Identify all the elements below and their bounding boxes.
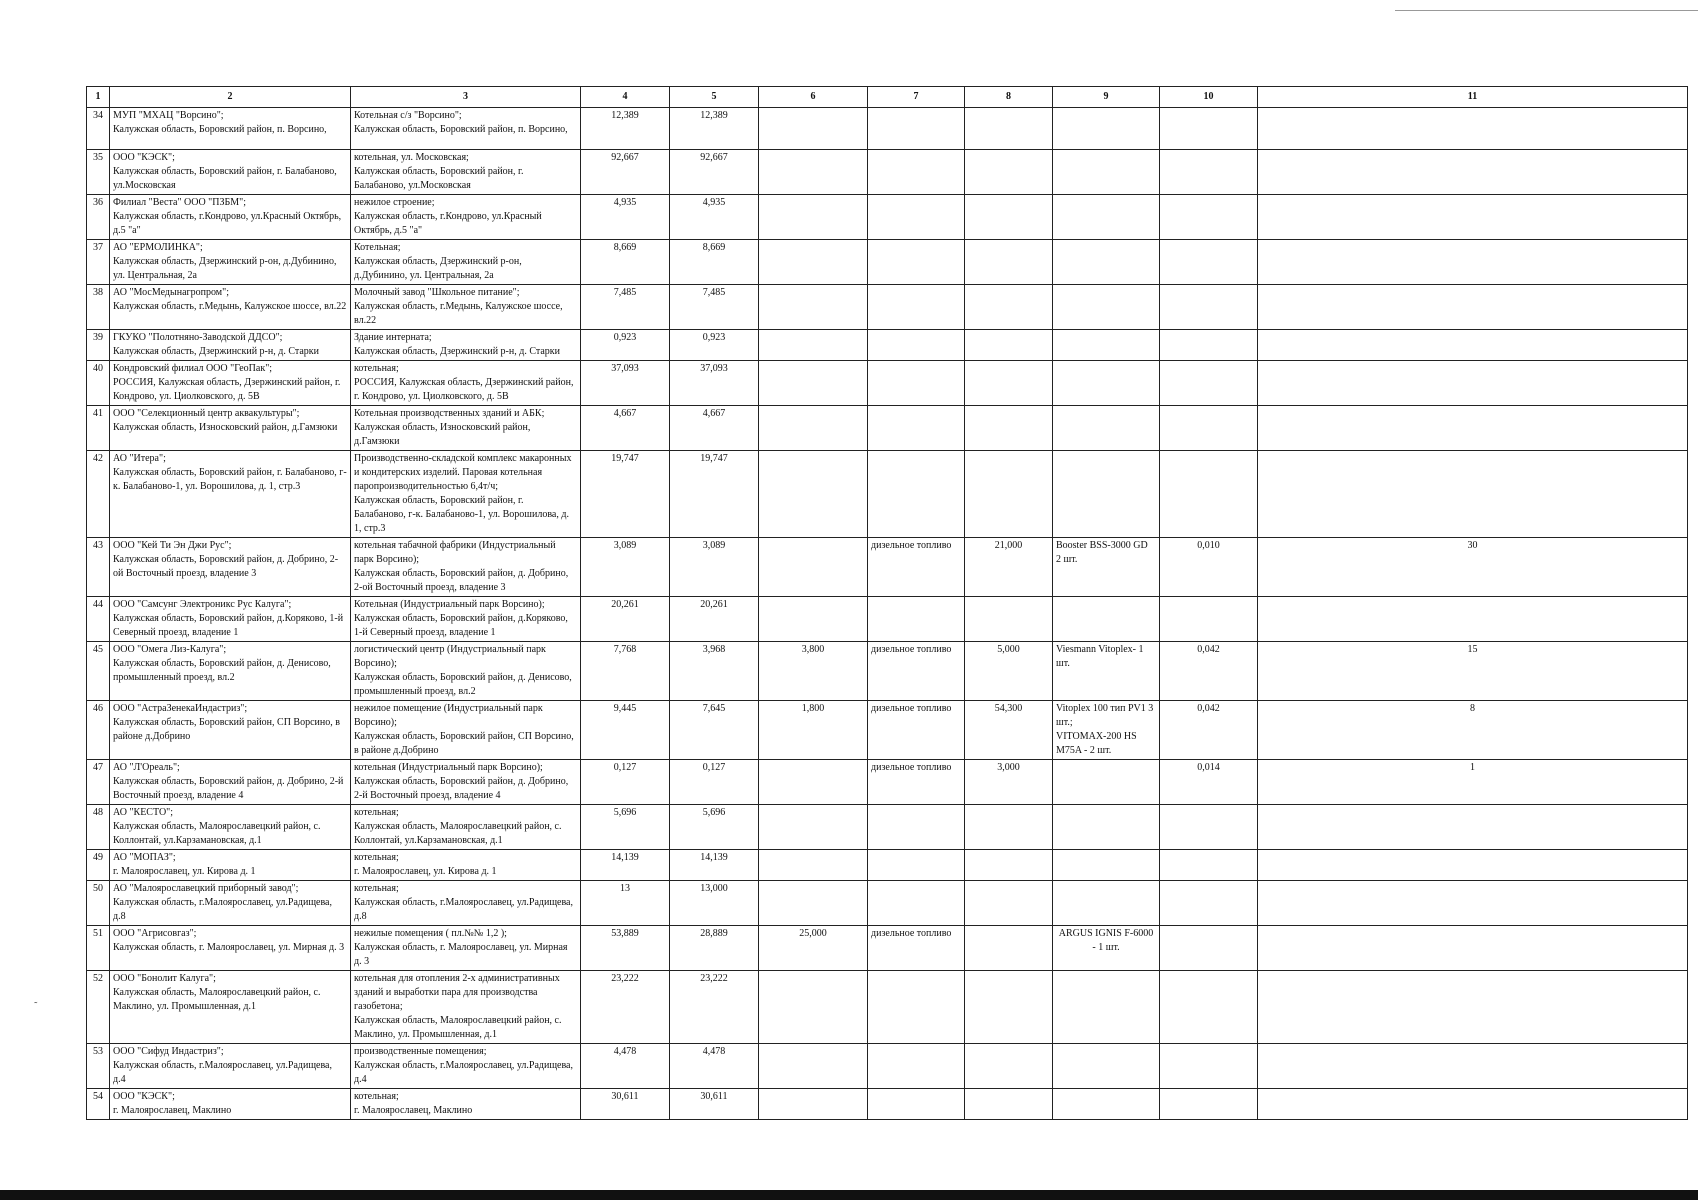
col6-cell xyxy=(759,597,868,642)
col7-cell xyxy=(868,150,965,195)
col5-cell: 4,667 xyxy=(670,406,759,451)
col7-cell xyxy=(868,361,965,406)
col11-cell: 8 xyxy=(1258,701,1688,760)
scan-bottom-edge xyxy=(0,1190,1698,1200)
table-row xyxy=(87,971,1688,1044)
col11-cell xyxy=(1258,971,1688,1044)
col8-cell xyxy=(965,195,1053,240)
col9-cell xyxy=(1053,760,1160,805)
col7-cell xyxy=(868,108,965,150)
column-header: 1 xyxy=(87,87,110,108)
col10-cell xyxy=(1160,881,1258,926)
col4-cell: 53,889 xyxy=(581,926,670,971)
table-row xyxy=(87,150,1688,195)
register-table xyxy=(86,86,1688,1120)
col7-cell xyxy=(868,330,965,361)
owner-cell: ООО "КЭСК"; Калужская область, Боровский район, г. Балабаново, ул.Московская xyxy=(110,150,351,195)
col7-cell xyxy=(868,971,965,1044)
col10-cell xyxy=(1160,240,1258,285)
row-number: 54 xyxy=(87,1089,110,1120)
column-header: 4 xyxy=(581,87,670,108)
col7-cell xyxy=(868,850,965,881)
col11-cell xyxy=(1258,805,1688,850)
row-number: 35 xyxy=(87,150,110,195)
col4-cell: 4,478 xyxy=(581,1044,670,1089)
column-header: 6 xyxy=(759,87,868,108)
row-number: 49 xyxy=(87,850,110,881)
row-number: 41 xyxy=(87,406,110,451)
col4-cell: 30,611 xyxy=(581,1089,670,1120)
col7-cell xyxy=(868,451,965,538)
col8-cell xyxy=(965,406,1053,451)
row-number: 48 xyxy=(87,805,110,850)
col8-cell: 54,300 xyxy=(965,701,1053,760)
col10-cell xyxy=(1160,451,1258,538)
table-header-row xyxy=(87,87,1688,108)
col9-cell xyxy=(1053,850,1160,881)
owner-cell: АО "Малоярославецкий приборный завод"; Калужская область, г.Малоярославец, ул.Радищева, д.8 xyxy=(110,881,351,926)
col4-cell: 4,667 xyxy=(581,406,670,451)
col5-cell: 3,089 xyxy=(670,538,759,597)
col6-cell xyxy=(759,285,868,330)
col6-cell: 1,800 xyxy=(759,701,868,760)
col5-cell: 3,968 xyxy=(670,642,759,701)
col9-cell xyxy=(1053,330,1160,361)
col8-cell xyxy=(965,451,1053,538)
col6-cell xyxy=(759,108,868,150)
object-cell: нежилые помещения ( пл.№№ 1,2 ); Калужская область, г. Малоярославец, ул. Мирная д. 3 xyxy=(351,926,581,971)
col7-cell xyxy=(868,805,965,850)
table-row xyxy=(87,850,1688,881)
col7-cell xyxy=(868,597,965,642)
col10-cell: 0,042 xyxy=(1160,642,1258,701)
col10-cell xyxy=(1160,1044,1258,1089)
column-header: 2 xyxy=(110,87,351,108)
owner-cell: ООО "Селекционный центр аквакультуры"; Калужская область, Износковский район, д.Гамзюки xyxy=(110,406,351,451)
col11-cell xyxy=(1258,330,1688,361)
col10-cell: 0,042 xyxy=(1160,701,1258,760)
owner-cell: ООО "КЭСК"; г. Малоярославец, Маклино xyxy=(110,1089,351,1120)
object-cell: нежилое помещение (Индустриальный парк Ворсино); Калужская область, Боровский район, СП Ворсино, в районе д.Добрино xyxy=(351,701,581,760)
col4-cell: 19,747 xyxy=(581,451,670,538)
table-row xyxy=(87,406,1688,451)
row-number: 52 xyxy=(87,971,110,1044)
table-row xyxy=(87,451,1688,538)
col10-cell xyxy=(1160,330,1258,361)
col4-cell: 0,127 xyxy=(581,760,670,805)
col8-cell xyxy=(965,805,1053,850)
column-header: 9 xyxy=(1053,87,1160,108)
col5-cell: 92,667 xyxy=(670,150,759,195)
owner-cell: АО "КЕСТО"; Калужская область, Малоярославецкий район, с. Коллонтай, ул.Карзамановская, д.1 xyxy=(110,805,351,850)
object-cell: котельная для отопления 2-х административных зданий и выработки пара для производства газобетона; Калужская область, Малоярославецкий район, с. Маклино, ул. Промышленная, д.1 xyxy=(351,971,581,1044)
col5-cell: 0,923 xyxy=(670,330,759,361)
col10-cell xyxy=(1160,285,1258,330)
col4-cell: 4,935 xyxy=(581,195,670,240)
col10-cell xyxy=(1160,195,1258,240)
col4-cell: 8,669 xyxy=(581,240,670,285)
col6-cell xyxy=(759,451,868,538)
col5-cell: 4,935 xyxy=(670,195,759,240)
object-cell: Котельная; Калужская область, Дзержинский р-он, д.Дубинино, ул. Центральная, 2а xyxy=(351,240,581,285)
col11-cell xyxy=(1258,1089,1688,1120)
row-number: 51 xyxy=(87,926,110,971)
object-cell: котельная, ул. Московская; Калужская область, Боровский район, г. Балабаново, ул.Московская xyxy=(351,150,581,195)
object-cell: котельная; г. Малоярославец, Маклино xyxy=(351,1089,581,1120)
col11-cell xyxy=(1258,150,1688,195)
col7-cell xyxy=(868,1044,965,1089)
owner-cell: Кондровский филиал ООО "ГеоПак"; РОССИЯ, Калужская область, Дзержинский район, г. Кондрово, ул. Циолковского, д. 5В xyxy=(110,361,351,406)
column-header: 8 xyxy=(965,87,1053,108)
owner-cell: ГКУКО "Полотняно-Заводской ДДСО"; Калужская область, Дзержинский р-н, д. Старки xyxy=(110,330,351,361)
col11-cell xyxy=(1258,406,1688,451)
col6-cell xyxy=(759,760,868,805)
col8-cell: 5,000 xyxy=(965,642,1053,701)
col4-cell: 9,445 xyxy=(581,701,670,760)
col6-cell xyxy=(759,1089,868,1120)
table-row xyxy=(87,701,1688,760)
table-row xyxy=(87,538,1688,597)
col11-cell xyxy=(1258,285,1688,330)
row-number: 50 xyxy=(87,881,110,926)
owner-cell: Филиал "Веста" ООО "ПЗБМ"; Калужская область, г.Кондрово, ул.Красный Октябрь, д.5 "а" xyxy=(110,195,351,240)
col5-cell: 4,478 xyxy=(670,1044,759,1089)
owner-cell: ООО "Сифуд Индастриз"; Калужская область, г.Малоярославец, ул.Радищева, д.4 xyxy=(110,1044,351,1089)
col8-cell xyxy=(965,361,1053,406)
col5-cell: 30,611 xyxy=(670,1089,759,1120)
col11-cell xyxy=(1258,597,1688,642)
object-cell: Производственно-складской комплекс макаронных и кондитерских изделий. Паровая котельная паропроизводительностью 6,4т/ч; Калужская область, Боровский район, г. Балабаново, г-к. Балабаново-1, ул. Ворошилова, д. 1, стр.3 xyxy=(351,451,581,538)
table-row xyxy=(87,805,1688,850)
table-row xyxy=(87,361,1688,406)
table-row xyxy=(87,240,1688,285)
col4-cell: 92,667 xyxy=(581,150,670,195)
col11-cell xyxy=(1258,195,1688,240)
col4-cell: 3,089 xyxy=(581,538,670,597)
owner-cell: АО "Л'Ореаль"; Калужская область, Боровский район, д. Добрино, 2-й Восточный проезд, владение 4 xyxy=(110,760,351,805)
col4-cell: 20,261 xyxy=(581,597,670,642)
object-cell: Молочный завод "Школьное питание"; Калужская область, г.Медынь, Калужское шоссе, вл.22 xyxy=(351,285,581,330)
owner-cell: ООО "Кей Ти Эн Джи Рус"; Калужская область, Боровский район, д. Добрино, 2-ой Восточный проезд, владение 3 xyxy=(110,538,351,597)
col7-cell: дизельное топливо xyxy=(868,760,965,805)
col11-cell xyxy=(1258,451,1688,538)
col9-cell xyxy=(1053,240,1160,285)
col4-cell: 5,696 xyxy=(581,805,670,850)
scan-mark: ˷ xyxy=(34,993,38,1004)
column-header: 3 xyxy=(351,87,581,108)
owner-cell: АО "Итера"; Калужская область, Боровский район, г. Балабаново, г-к. Балабаново-1, ул. Ворошилова, д. 1, стр.3 xyxy=(110,451,351,538)
col6-cell xyxy=(759,150,868,195)
object-cell: логистический центр (Индустриальный парк Ворсино); Калужская область, Боровский район, д. Денисово, промышленный проезд, вл.2 xyxy=(351,642,581,701)
object-cell: котельная (Индустриальный парк Ворсино); Калужская область, Боровский район, д. Добрино, 2-й Восточный проезд, владение 4 xyxy=(351,760,581,805)
col8-cell xyxy=(965,150,1053,195)
col9-cell xyxy=(1053,881,1160,926)
row-number: 45 xyxy=(87,642,110,701)
column-header: 7 xyxy=(868,87,965,108)
page-edge-line xyxy=(1395,10,1698,11)
col5-cell: 37,093 xyxy=(670,361,759,406)
col10-cell: 0,014 xyxy=(1160,760,1258,805)
col7-cell xyxy=(868,285,965,330)
table-row xyxy=(87,108,1688,150)
col11-cell: 1 xyxy=(1258,760,1688,805)
owner-cell: ООО "Самсунг Электроникс Рус Калуга"; Калужская область, Боровский район, д.Коряково, 1-й Северный проезд, владение 1 xyxy=(110,597,351,642)
table-row xyxy=(87,1089,1688,1120)
owner-cell: ООО "Бонолит Калуга"; Калужская область, Малоярославецкий район, с. Маклино, ул. Промышленная, д.1 xyxy=(110,971,351,1044)
owner-cell: ООО "Омега Лиз-Калуга"; Калужская область, Боровский район, д. Денисово, промышленный проезд, вл.2 xyxy=(110,642,351,701)
row-number: 36 xyxy=(87,195,110,240)
col10-cell xyxy=(1160,805,1258,850)
col10-cell xyxy=(1160,150,1258,195)
col9-cell: ARGUS IGNIS F-6000 - 1 шт. xyxy=(1053,926,1160,971)
col4-cell: 12,389 xyxy=(581,108,670,150)
col5-cell: 7,485 xyxy=(670,285,759,330)
col7-cell xyxy=(868,240,965,285)
col9-cell: Viesmann Vitoplex- 1 шт. xyxy=(1053,642,1160,701)
col11-cell xyxy=(1258,108,1688,150)
col8-cell xyxy=(965,1044,1053,1089)
col7-cell xyxy=(868,1089,965,1120)
col9-cell xyxy=(1053,285,1160,330)
col6-cell xyxy=(759,805,868,850)
col11-cell xyxy=(1258,240,1688,285)
col7-cell xyxy=(868,195,965,240)
owner-cell: АО "ЕРМОЛИНКА"; Калужская область, Дзержинский р-он, д.Дубинино, ул. Центральная, 2а xyxy=(110,240,351,285)
table-row xyxy=(87,597,1688,642)
object-cell: нежилое строение; Калужская область, г.Кондрово, ул.Красный Октябрь, д.5 "а" xyxy=(351,195,581,240)
row-number: 43 xyxy=(87,538,110,597)
col5-cell: 28,889 xyxy=(670,926,759,971)
owner-cell: ООО "Агрисовгаз"; Калужская область, г. Малоярославец, ул. Мирная д. 3 xyxy=(110,926,351,971)
row-number: 34 xyxy=(87,108,110,150)
col6-cell xyxy=(759,1044,868,1089)
col8-cell xyxy=(965,597,1053,642)
table-row xyxy=(87,881,1688,926)
col10-cell xyxy=(1160,406,1258,451)
object-cell: котельная; Калужская область, Малоярославецкий район, с. Коллонтай, ул.Карзамановская, д.1 xyxy=(351,805,581,850)
col11-cell: 30 xyxy=(1258,538,1688,597)
col9-cell xyxy=(1053,971,1160,1044)
table-row xyxy=(87,330,1688,361)
col10-cell xyxy=(1160,926,1258,971)
col7-cell: дизельное топливо xyxy=(868,642,965,701)
col6-cell: 3,800 xyxy=(759,642,868,701)
row-number: 40 xyxy=(87,361,110,406)
col6-cell xyxy=(759,330,868,361)
col5-cell: 23,222 xyxy=(670,971,759,1044)
col7-cell: дизельное топливо xyxy=(868,701,965,760)
col9-cell xyxy=(1053,1089,1160,1120)
col8-cell xyxy=(965,850,1053,881)
col8-cell xyxy=(965,926,1053,971)
col6-cell xyxy=(759,195,868,240)
object-cell: производственные помещения; Калужская область, г.Малоярославец, ул.Радищева, д.4 xyxy=(351,1044,581,1089)
col7-cell: дизельное топливо xyxy=(868,538,965,597)
col9-cell xyxy=(1053,1044,1160,1089)
col8-cell: 21,000 xyxy=(965,538,1053,597)
row-number: 53 xyxy=(87,1044,110,1089)
col5-cell: 7,645 xyxy=(670,701,759,760)
owner-cell: АО "МОПАЗ"; г. Малоярославец, ул. Кирова д. 1 xyxy=(110,850,351,881)
col4-cell: 14,139 xyxy=(581,850,670,881)
col6-cell: 25,000 xyxy=(759,926,868,971)
col5-cell: 0,127 xyxy=(670,760,759,805)
col9-cell xyxy=(1053,361,1160,406)
col10-cell xyxy=(1160,108,1258,150)
col6-cell xyxy=(759,361,868,406)
col9-cell xyxy=(1053,150,1160,195)
object-cell: Котельная производственных зданий и АБК; Калужская область, Износковский район, д.Гамзюки xyxy=(351,406,581,451)
col4-cell: 37,093 xyxy=(581,361,670,406)
col8-cell xyxy=(965,108,1053,150)
object-cell: Котельная с/з "Ворсино"; Калужская область, Боровский район, п. Ворсино, xyxy=(351,108,581,150)
col5-cell: 13,000 xyxy=(670,881,759,926)
col11-cell xyxy=(1258,881,1688,926)
row-number: 38 xyxy=(87,285,110,330)
col5-cell: 8,669 xyxy=(670,240,759,285)
col9-cell: Vitoplex 100 тип PV1 3 шт.; VITOMAX-200 HS M75A - 2 шт. xyxy=(1053,701,1160,760)
object-cell: котельная табачной фабрики (Индустриальный парк Ворсино); Калужская область, Боровский район, д. Добрино, 2-ой Восточный проезд, владение 3 xyxy=(351,538,581,597)
col4-cell: 23,222 xyxy=(581,971,670,1044)
col4-cell: 13 xyxy=(581,881,670,926)
col8-cell xyxy=(965,285,1053,330)
col10-cell xyxy=(1160,1089,1258,1120)
col9-cell: Booster BSS-3000 GD 2 шт. xyxy=(1053,538,1160,597)
col7-cell xyxy=(868,881,965,926)
col9-cell xyxy=(1053,406,1160,451)
col8-cell xyxy=(965,1089,1053,1120)
object-cell: котельная; г. Малоярославец, ул. Кирова д. 1 xyxy=(351,850,581,881)
table-row xyxy=(87,195,1688,240)
row-number: 39 xyxy=(87,330,110,361)
column-header: 10 xyxy=(1160,87,1258,108)
col6-cell xyxy=(759,406,868,451)
owner-cell: АО "МосМедынагропром"; Калужская область, г.Медынь, Калужское шоссе, вл.22 xyxy=(110,285,351,330)
col6-cell xyxy=(759,881,868,926)
col9-cell xyxy=(1053,451,1160,538)
col10-cell xyxy=(1160,850,1258,881)
col5-cell: 19,747 xyxy=(670,451,759,538)
row-number: 46 xyxy=(87,701,110,760)
object-cell: котельная; РОССИЯ, Калужская область, Дзержинский район, г. Кондрово, ул. Циолковского, д. 5В xyxy=(351,361,581,406)
col6-cell xyxy=(759,538,868,597)
col9-cell xyxy=(1053,805,1160,850)
col6-cell xyxy=(759,971,868,1044)
table-row xyxy=(87,285,1688,330)
row-number: 42 xyxy=(87,451,110,538)
table-body xyxy=(87,108,1688,1120)
col5-cell: 12,389 xyxy=(670,108,759,150)
table-row xyxy=(87,926,1688,971)
owner-cell: ООО "АстраЗенекаИндастриз"; Калужская область, Боровский район, СП Ворсино, в районе д.Добрино xyxy=(110,701,351,760)
row-number: 37 xyxy=(87,240,110,285)
column-header: 5 xyxy=(670,87,759,108)
col4-cell: 7,485 xyxy=(581,285,670,330)
col8-cell xyxy=(965,971,1053,1044)
col8-cell xyxy=(965,881,1053,926)
column-header: 11 xyxy=(1258,87,1688,108)
table-row xyxy=(87,642,1688,701)
col11-cell xyxy=(1258,926,1688,971)
col5-cell: 14,139 xyxy=(670,850,759,881)
col6-cell xyxy=(759,240,868,285)
col9-cell xyxy=(1053,108,1160,150)
table-row xyxy=(87,1044,1688,1089)
col6-cell xyxy=(759,850,868,881)
owner-cell: МУП "МХАЦ "Ворсино"; Калужская область, Боровский район, п. Ворсино, xyxy=(110,108,351,150)
col9-cell xyxy=(1053,195,1160,240)
table-row xyxy=(87,760,1688,805)
col10-cell xyxy=(1160,971,1258,1044)
row-number: 44 xyxy=(87,597,110,642)
col10-cell xyxy=(1160,597,1258,642)
col10-cell xyxy=(1160,361,1258,406)
col11-cell xyxy=(1258,850,1688,881)
col11-cell xyxy=(1258,1044,1688,1089)
col10-cell: 0,010 xyxy=(1160,538,1258,597)
col7-cell: дизельное топливо xyxy=(868,926,965,971)
col8-cell xyxy=(965,330,1053,361)
col4-cell: 7,768 xyxy=(581,642,670,701)
col11-cell: 15 xyxy=(1258,642,1688,701)
object-cell: котельная; Калужская область, г.Малоярославец, ул.Радищева, д.8 xyxy=(351,881,581,926)
object-cell: Здание интерната; Калужская область, Дзержинский р-н, д. Старки xyxy=(351,330,581,361)
col9-cell xyxy=(1053,597,1160,642)
col4-cell: 0,923 xyxy=(581,330,670,361)
row-number: 47 xyxy=(87,760,110,805)
col5-cell: 20,261 xyxy=(670,597,759,642)
object-cell: Котельная (Индустриальный парк Ворсино); Калужская область, Боровский район, д.Коряково, 1-й Северный проезд, владение 1 xyxy=(351,597,581,642)
col8-cell: 3,000 xyxy=(965,760,1053,805)
col11-cell xyxy=(1258,361,1688,406)
col8-cell xyxy=(965,240,1053,285)
col7-cell xyxy=(868,406,965,451)
col5-cell: 5,696 xyxy=(670,805,759,850)
